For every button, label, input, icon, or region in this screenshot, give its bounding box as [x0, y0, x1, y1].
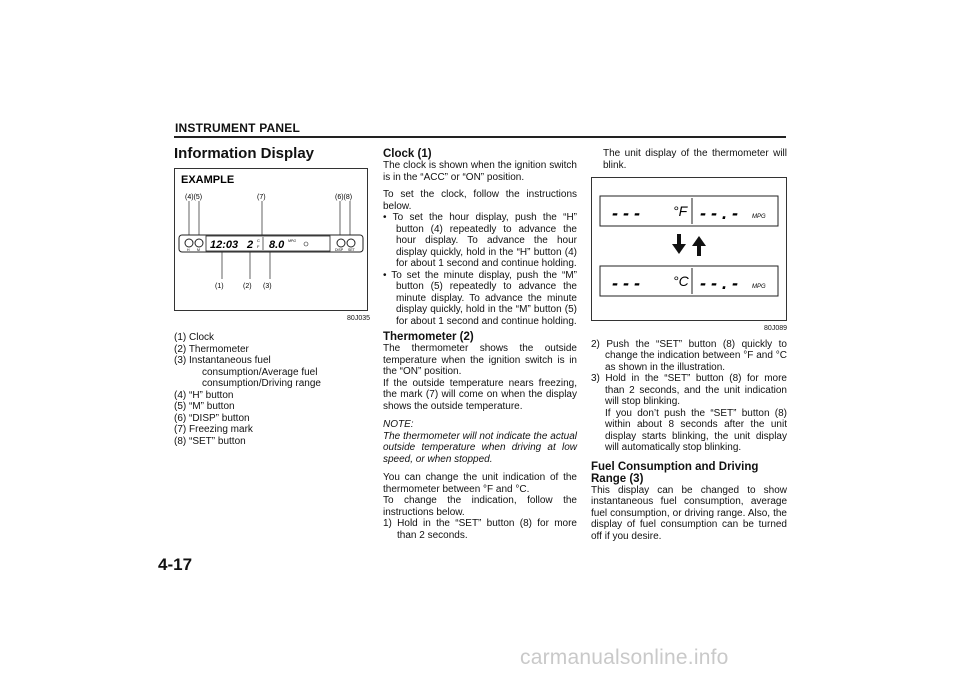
column-2	[383, 148, 577, 547]
unit-instructions: To change the indication, follow the instructions below.	[383, 495, 577, 518]
arrow-up-icon	[692, 236, 706, 256]
callout-7: (7)	[257, 193, 266, 201]
callout-3: (3)	[263, 282, 272, 290]
note-label: NOTE:	[383, 419, 414, 430]
callout-1: (1)	[215, 282, 224, 290]
legend-list	[174, 332, 370, 447]
fahrenheit-mark: F	[257, 243, 260, 249]
unit-toggle-diagram	[592, 178, 786, 320]
temp-readout: 2	[247, 238, 254, 251]
note-text: The thermometer will not indicate the actual outside temperature when driving at low speed, or when stopped.	[383, 430, 577, 465]
blink-paragraph: The unit display of the thermometer will blink.	[603, 148, 787, 171]
header-rule	[174, 136, 786, 138]
top-mpg: MPG	[752, 214, 766, 220]
legend-item: (7) Freezing mark	[174, 424, 253, 435]
figure-code-2: 80J089	[764, 325, 787, 332]
display-illustration	[174, 168, 368, 311]
thermo-step-3: 3) Hold in the “SET” button (8) for more than 2 seconds, and the unit indication will stop blinking.	[591, 373, 787, 407]
celsius-mark: C	[257, 237, 260, 243]
top-right-dashes: - - . -	[700, 203, 738, 223]
legend-item: (2) Thermometer	[174, 343, 249, 355]
section-header: INSTRUMENT PANEL	[175, 121, 300, 135]
clock-bullet-hour: • To set the hour display, push the “H” button (4) repeatedly to advance the hour display. To advance the hour display quickly, hold in the “H” button (4) for about 1 second and continue holding.	[383, 212, 577, 269]
mpg-mark: MPG	[288, 238, 296, 243]
figure-code: 80J035	[347, 314, 370, 322]
top-unit: °F	[673, 203, 688, 219]
example-label: EXAMPLE	[181, 173, 235, 186]
callout-6-8: (6)(8)	[335, 193, 353, 201]
legend-item: (5) “M” button	[174, 401, 235, 412]
unit-paragraph: You can change the unit indication of the thermometer between °F and °C.	[383, 472, 577, 495]
legend-item: (1) Clock	[174, 332, 215, 343]
m-button-knob	[195, 239, 203, 247]
thermometer-heading: Thermometer (2)	[383, 331, 474, 343]
thermo-step-1: 1) Hold in the “SET” button (8) for more than 2 seconds.	[383, 518, 577, 541]
thermo-step-3-note: If you don’t push the “SET” button (8) within about 8 seconds after the unit display starts blinking, the unit display will automatically stop blinking.	[605, 407, 787, 453]
section-title: Information Display	[174, 145, 315, 162]
unit-toggle-illustration	[591, 177, 787, 321]
disp-button-label: DISP	[335, 247, 344, 252]
set-button-label: SET	[348, 247, 355, 252]
legend-item: (3) Instantaneous fuel consumption/Average fuel consumption/Driving range	[174, 355, 321, 389]
clock-paragraph: The clock is shown when the ignition switch is in the “ACC” or “ON” position.	[383, 160, 577, 183]
thermometer-paragraph: The thermometer shows the outside temperature when the ignition switch is in the “ON” position.	[383, 343, 577, 377]
clock-heading: Clock (1)	[383, 148, 432, 160]
fuel-paragraph: This display can be changed to show instantaneous fuel consumption, average fuel consumption, or driving range. Also, the display of fuel consumption can be turned off if you desire.	[591, 484, 787, 542]
legend-item: (4) “H” button	[174, 389, 234, 401]
legend-item: (8) “SET” button	[174, 435, 246, 447]
freezing-paragraph: If the outside temperature nears freezing, the mark (7) will come on when the display shows the outside temperature.	[383, 377, 577, 412]
fuel-readout: 8.0	[269, 238, 285, 251]
arrow-down-icon	[672, 234, 686, 254]
watermark: carmanualsonline.info	[520, 646, 729, 669]
bottom-mpg: MPG	[752, 284, 766, 290]
m-button-label: M	[197, 247, 200, 252]
fuel-heading: Fuel Consumption and Driving Range (3)	[591, 460, 759, 485]
h-button-knob	[185, 239, 193, 247]
h-button-label: H	[187, 247, 190, 252]
callout-2: (2)	[243, 282, 252, 290]
set-button-knob	[347, 239, 355, 247]
clock-bullet-minute: • To set the minute display, push the “M” button (5) repeatedly to advance the minute display. To advance the minute display quickly, hold in the “M” button (5) for about 1 second and continue holding.	[383, 269, 577, 327]
column-1	[174, 145, 370, 447]
callout-4-5: (4)(5)	[185, 193, 203, 201]
thermo-step-2: 2) Push the “SET” button (8) quickly to change the indication between °F and °C as shown in the illustration.	[591, 338, 787, 373]
legend-item: (6) “DISP” button	[174, 412, 250, 424]
bottom-unit: °C	[673, 273, 689, 289]
disp-button-knob	[337, 239, 345, 247]
clock-readout: 12:03	[210, 238, 239, 251]
bottom-right-dashes: - - . -	[700, 273, 738, 293]
clock-instructions: To set the clock, follow the instructions below.	[383, 189, 577, 212]
column-3	[591, 148, 787, 548]
top-dashes: - - -	[612, 203, 640, 223]
display-diagram	[175, 169, 367, 310]
page-number: 4-17	[158, 555, 193, 574]
bottom-dashes: - - -	[612, 273, 640, 293]
